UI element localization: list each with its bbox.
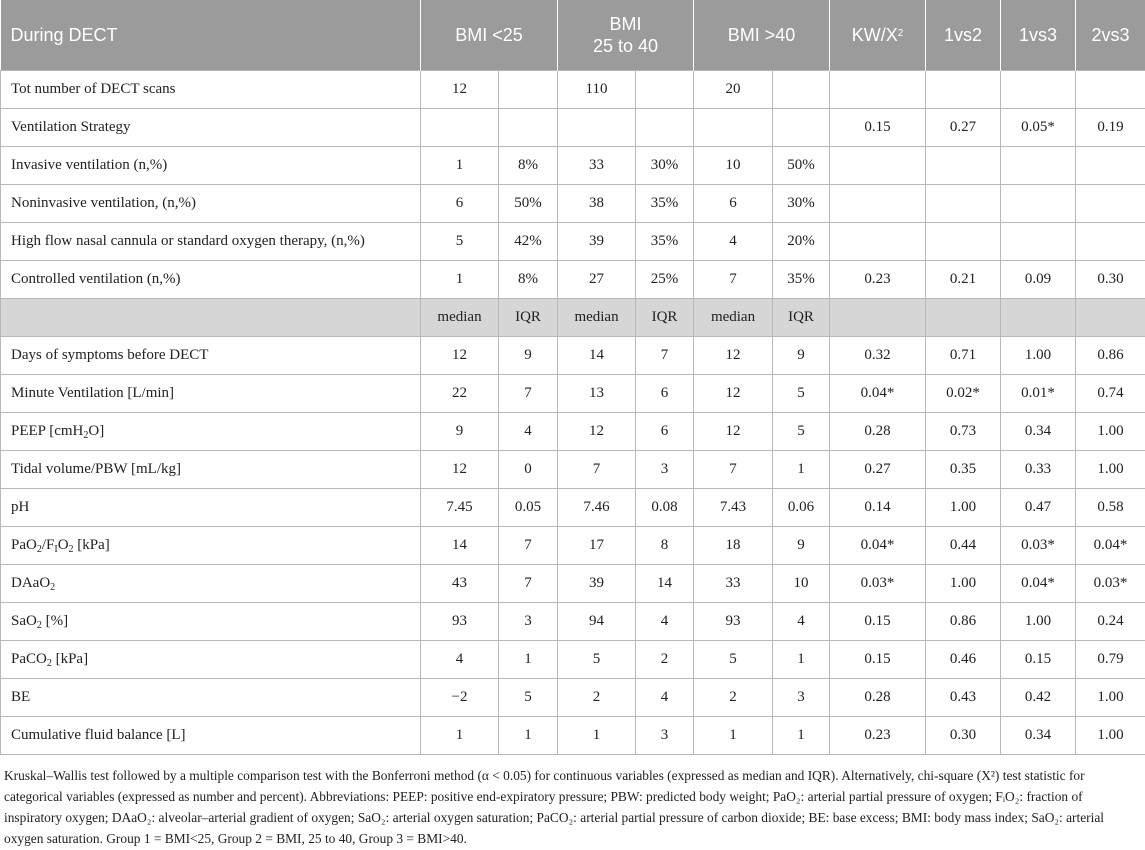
row-label <box>1 565 421 603</box>
table-cell: 7 <box>694 261 773 299</box>
row-label-label: Tidal volume/PBW [mL/kg] <box>11 461 182 477</box>
table-cell: 35% <box>773 261 830 299</box>
table-cell: 1 <box>499 641 558 679</box>
table-cell <box>558 109 636 147</box>
table-cell: 39 <box>558 565 636 603</box>
table-cell: 0.15 <box>830 641 926 679</box>
table-cell: 0.73 <box>926 413 1001 451</box>
table-cell: 1 <box>499 717 558 755</box>
table-cell: 1.00 <box>1001 603 1076 641</box>
table-cell: 0.46 <box>926 641 1001 679</box>
table-cell: 0.15 <box>830 109 926 147</box>
table-cell: 12 <box>558 413 636 451</box>
table-cell: 9 <box>499 337 558 375</box>
table-cell: 0.04* <box>830 375 926 413</box>
row-label <box>1 223 421 261</box>
table-cell <box>1076 299 1145 337</box>
table-cell <box>830 71 926 109</box>
row-label-mid2: O <box>57 537 69 553</box>
table-cell: 0.34 <box>1001 413 1076 451</box>
header-1vs3: 1vs3 <box>1001 0 1076 71</box>
table-cell <box>1001 71 1076 109</box>
table-cell: 0.05* <box>1001 109 1076 147</box>
row-label-label: Noninvasive ventilation, (n,%) <box>11 195 196 211</box>
row-label <box>1 299 421 337</box>
table-cell: 10 <box>694 147 773 185</box>
row-label <box>1 603 421 641</box>
table-cell <box>694 109 773 147</box>
table-cell: 5 <box>773 413 830 451</box>
table-cell <box>926 223 1001 261</box>
row-label <box>1 261 421 299</box>
table-cell: 0.33 <box>1001 451 1076 489</box>
header-bmi-25-40-line1: BMI <box>609 14 642 34</box>
table-cell: 0.02* <box>926 375 1001 413</box>
table-cell: 4 <box>636 603 694 641</box>
table-cell: 9 <box>773 337 830 375</box>
header-bmi-25-40-line2: 25 to 40 <box>592 36 659 56</box>
table-cell: 0.03* <box>830 565 926 603</box>
table-cell: 42% <box>499 223 558 261</box>
table-cell: 0.47 <box>1001 489 1076 527</box>
table-cell: median <box>558 299 636 337</box>
table-cell: 1 <box>773 717 830 755</box>
row-label-label: PaO <box>11 537 37 553</box>
table-cell: 1 <box>421 717 499 755</box>
table-cell <box>499 109 558 147</box>
table-cell: 7.45 <box>421 489 499 527</box>
row-label <box>1 185 421 223</box>
table-cell: 1 <box>421 147 499 185</box>
table-cell <box>773 71 830 109</box>
table-cell: 9 <box>773 527 830 565</box>
table-cell: 0.74 <box>1076 375 1145 413</box>
table-cell: 25% <box>636 261 694 299</box>
table-row <box>1 299 1145 337</box>
table-cell: 1.00 <box>1076 413 1145 451</box>
table-row <box>1 147 1145 185</box>
table-cell <box>1001 223 1076 261</box>
table-cell: 1.00 <box>1076 679 1145 717</box>
row-label <box>1 489 421 527</box>
table-cell: 50% <box>499 185 558 223</box>
table-cell: 5 <box>421 223 499 261</box>
table-cell: 30% <box>636 147 694 185</box>
table-cell: 6 <box>694 185 773 223</box>
row-label <box>1 641 421 679</box>
table-body <box>1 71 1145 755</box>
table-row <box>1 489 1145 527</box>
table-cell: 0.09 <box>1001 261 1076 299</box>
table-cell: 0.06 <box>773 489 830 527</box>
table-cell: 2 <box>694 679 773 717</box>
table-cell: 94 <box>558 603 636 641</box>
table-cell: 93 <box>694 603 773 641</box>
table-cell: 0.08 <box>636 489 694 527</box>
table-cell: 0.15 <box>830 603 926 641</box>
table-cell: 1 <box>558 717 636 755</box>
table-cell <box>421 109 499 147</box>
table-cell: 5 <box>558 641 636 679</box>
table-cell: IQR <box>499 299 558 337</box>
row-label-label: Ventilation Strategy <box>11 119 131 135</box>
table-cell: 0.21 <box>926 261 1001 299</box>
table-cell: 12 <box>694 337 773 375</box>
table-cell: 0.30 <box>926 717 1001 755</box>
table-cell: IQR <box>773 299 830 337</box>
table-cell: 35% <box>636 223 694 261</box>
table-cell: 6 <box>636 413 694 451</box>
table-cell: 5 <box>499 679 558 717</box>
row-label-label: pH <box>11 499 30 515</box>
table-cell: 3 <box>636 451 694 489</box>
table-cell <box>773 109 830 147</box>
table-cell <box>926 185 1001 223</box>
table-cell: 4 <box>636 679 694 717</box>
row-label <box>1 71 421 109</box>
table-cell: 33 <box>694 565 773 603</box>
header-bmi-gt40: BMI >40 <box>694 0 830 71</box>
table-cell: 0.32 <box>830 337 926 375</box>
table-cell: 0.43 <box>926 679 1001 717</box>
table-cell: 1 <box>773 451 830 489</box>
table-cell: 0.42 <box>1001 679 1076 717</box>
table-row <box>1 717 1145 755</box>
row-label-tail: [%] <box>41 613 69 629</box>
table-footnote: Kruskal–Wallis test followed by a multiple comparison test with the Bonferroni method (α < 0.05) for continuous variables (expressed as median and IQR). Alternatively, chi-square (X²) test statistic for categorical variables (expressed as number and percent). Abbreviations: PEEP: positive end-expiratory pressure; PBW: predicted body weight; PaO₂: arterial partial pressure of oxygen; FᵢO₂: fraction of inspiratory oxygen; DAaO₂: alveolar–arterial gradient of oxygen; SaO₂: arterial oxygen saturation; PaCO₂: arterial partial pressure of carbon dioxide; BE: base excess; BMI: body mass index; SaO₂: arterial oxygen saturation. Group 1 = BMI<25, Group 2 = BMI, 25 to 40, Group 3 = BMI>40. <box>4 768 1105 846</box>
table-cell: 18 <box>694 527 773 565</box>
table-cell: 35% <box>636 185 694 223</box>
table-row <box>1 641 1145 679</box>
table-cell <box>1076 71 1145 109</box>
table-cell: 0.79 <box>1076 641 1145 679</box>
row-label-mid: /F <box>41 537 55 553</box>
table-cell: 9 <box>421 413 499 451</box>
table-cell: 7 <box>636 337 694 375</box>
table-row <box>1 603 1145 641</box>
table-cell: 0.01* <box>1001 375 1076 413</box>
table-cell: 30% <box>773 185 830 223</box>
row-label-label: High flow nasal cannula or standard oxygen therapy, (n,%) <box>11 233 365 249</box>
table-cell: 93 <box>421 603 499 641</box>
table-cell <box>1001 147 1076 185</box>
row-label-label: Cumulative fluid balance [L] <box>11 727 186 743</box>
table-cell: 0.03* <box>1076 565 1145 603</box>
table-cell <box>926 299 1001 337</box>
table-cell: 0.44 <box>926 527 1001 565</box>
header-during-dect: During DECT <box>1 0 421 71</box>
table-cell: 0.30 <box>1076 261 1145 299</box>
table-cell <box>830 185 926 223</box>
row-label <box>1 375 421 413</box>
table-cell: 0.05 <box>499 489 558 527</box>
row-label-label: Invasive ventilation (n,%) <box>11 157 168 173</box>
header-kw-x-label: KW/X <box>851 25 898 45</box>
table-cell: 13 <box>558 375 636 413</box>
table-cell: 1 <box>421 261 499 299</box>
table-cell <box>636 109 694 147</box>
table-cell: 0.86 <box>1076 337 1145 375</box>
table-cell: 1 <box>773 641 830 679</box>
table-cell <box>830 223 926 261</box>
table-cell <box>926 147 1001 185</box>
table-cell: 6 <box>636 375 694 413</box>
row-label-label: PEEP [cmH <box>11 423 84 439</box>
table-cell: 4 <box>694 223 773 261</box>
table-cell: 6 <box>421 185 499 223</box>
table-cell: 43 <box>421 565 499 603</box>
row-label-label: Minute Ventilation [L/min] <box>11 385 175 401</box>
table-cell: 20 <box>694 71 773 109</box>
table-cell: 12 <box>421 71 499 109</box>
row-label-label: PaCO <box>11 651 47 667</box>
table-cell: 0.71 <box>926 337 1001 375</box>
table-cell <box>830 299 926 337</box>
table-cell: 0.04* <box>1076 527 1145 565</box>
row-label-sub: 2 <box>36 544 42 555</box>
table-cell <box>499 71 558 109</box>
table-cell: 5 <box>773 375 830 413</box>
table-cell: 7 <box>694 451 773 489</box>
table-cell: 4 <box>499 413 558 451</box>
header-2vs3: 2vs3 <box>1076 0 1145 71</box>
table-cell: 12 <box>421 451 499 489</box>
table-cell: 0.03* <box>1001 527 1076 565</box>
table-cell: 2 <box>558 679 636 717</box>
row-label <box>1 337 421 375</box>
table-cell: 0.23 <box>830 717 926 755</box>
header-bmi-25-40 <box>558 0 694 71</box>
table-cell: 8% <box>499 147 558 185</box>
table-cell: 7 <box>499 527 558 565</box>
table-cell: 38 <box>558 185 636 223</box>
row-label-tail: [kPa] <box>51 651 89 667</box>
table-cell: −2 <box>421 679 499 717</box>
table-cell: 4 <box>773 603 830 641</box>
table-cell: 3 <box>499 603 558 641</box>
table-cell: 4 <box>421 641 499 679</box>
table-cell <box>1001 299 1076 337</box>
row-label <box>1 527 421 565</box>
table-row <box>1 565 1145 603</box>
table-cell: 5 <box>694 641 773 679</box>
table-row <box>1 413 1145 451</box>
table-cell: 33 <box>558 147 636 185</box>
table-cell: 7.43 <box>694 489 773 527</box>
table-cell: 7 <box>499 375 558 413</box>
table-cell <box>1001 185 1076 223</box>
table-cell: 14 <box>558 337 636 375</box>
table-row <box>1 451 1145 489</box>
table-cell: 8 <box>636 527 694 565</box>
table-cell: 14 <box>636 565 694 603</box>
table-cell: 2 <box>636 641 694 679</box>
row-label <box>1 451 421 489</box>
table-cell: median <box>694 299 773 337</box>
row-label-sub: 2 <box>36 620 42 631</box>
table-cell: 0.28 <box>830 413 926 451</box>
table-row <box>1 185 1145 223</box>
table-cell: median <box>421 299 499 337</box>
table-cell: 10 <box>773 565 830 603</box>
row-label-label: DAaO <box>11 575 51 591</box>
table-cell: 1 <box>694 717 773 755</box>
header-kw-x-superscript: 2 <box>897 28 904 39</box>
table-cell: 1.00 <box>1001 337 1076 375</box>
table-cell: 3 <box>636 717 694 755</box>
table-cell: 22 <box>421 375 499 413</box>
table-cell: 0.04* <box>1001 565 1076 603</box>
table-cell: 3 <box>773 679 830 717</box>
row-label-sub: 2 <box>83 430 89 441</box>
table-cell: 14 <box>421 527 499 565</box>
row-label-tail: [kPa] <box>73 537 110 553</box>
row-label-sub3: 2 <box>68 544 74 555</box>
row-label <box>1 717 421 755</box>
table-header-row <box>1 0 1145 71</box>
table-cell: 0.27 <box>926 109 1001 147</box>
table-cell: 0.14 <box>830 489 926 527</box>
table-cell <box>926 71 1001 109</box>
row-label-label: Days of symptoms before DECT <box>11 347 209 363</box>
table-cell: 0.15 <box>1001 641 1076 679</box>
table-cell: 0.24 <box>1076 603 1145 641</box>
table-cell: 12 <box>694 413 773 451</box>
table-cell: 20% <box>773 223 830 261</box>
row-label-label: BE <box>11 689 31 705</box>
row-label-sub: 2 <box>50 582 56 593</box>
table-row <box>1 223 1145 261</box>
header-bmi-lt25: BMI <25 <box>421 0 558 71</box>
table-cell: 0.58 <box>1076 489 1145 527</box>
table-cell: 1.00 <box>926 489 1001 527</box>
table-cell: 0 <box>499 451 558 489</box>
table-cell: 0.86 <box>926 603 1001 641</box>
table-cell <box>1076 223 1145 261</box>
table-cell: IQR <box>636 299 694 337</box>
table-cell: 50% <box>773 147 830 185</box>
row-label-label: Controlled ventilation (n,%) <box>11 271 181 287</box>
row-label <box>1 147 421 185</box>
table-cell: 0.23 <box>830 261 926 299</box>
row-label <box>1 679 421 717</box>
table-cell: 7 <box>499 565 558 603</box>
table-cell: 1.00 <box>1076 451 1145 489</box>
table-cell: 12 <box>694 375 773 413</box>
table-row <box>1 109 1145 147</box>
table-cell: 12 <box>421 337 499 375</box>
row-label-label: SaO <box>11 613 37 629</box>
table-row <box>1 261 1145 299</box>
table-cell: 8% <box>499 261 558 299</box>
table-cell: 0.19 <box>1076 109 1145 147</box>
row-label-sub2: I <box>54 544 58 555</box>
table-cell: 0.27 <box>830 451 926 489</box>
table-cell <box>830 147 926 185</box>
table-cell: 27 <box>558 261 636 299</box>
row-label-tail: O] <box>88 423 105 439</box>
header-1vs2: 1vs2 <box>926 0 1001 71</box>
table-cell: 0.34 <box>1001 717 1076 755</box>
table-cell: 110 <box>558 71 636 109</box>
table-row <box>1 527 1145 565</box>
table-cell <box>1076 147 1145 185</box>
table-cell: 0.28 <box>830 679 926 717</box>
table-cell: 0.04* <box>830 527 926 565</box>
table-cell: 0.35 <box>926 451 1001 489</box>
table-cell <box>636 71 694 109</box>
table-cell: 17 <box>558 527 636 565</box>
table-row <box>1 375 1145 413</box>
row-label <box>1 109 421 147</box>
row-label-sub: 2 <box>46 658 52 669</box>
table-row <box>1 71 1145 109</box>
table-cell <box>1076 185 1145 223</box>
table-cell: 7 <box>558 451 636 489</box>
table-cell: 1.00 <box>926 565 1001 603</box>
table-cell: 1.00 <box>1076 717 1145 755</box>
row-label-label: Tot number of DECT scans <box>11 81 176 97</box>
table-row <box>1 337 1145 375</box>
table-cell: 7.46 <box>558 489 636 527</box>
table-row <box>1 679 1145 717</box>
header-kw-x2 <box>830 0 926 71</box>
row-label <box>1 413 421 451</box>
table-cell: 39 <box>558 223 636 261</box>
